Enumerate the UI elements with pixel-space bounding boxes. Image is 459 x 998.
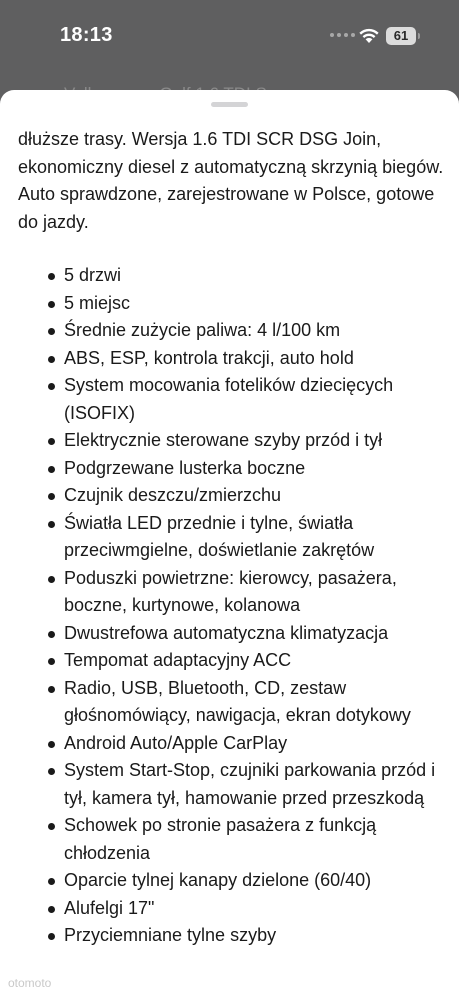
description-sheet[interactable] [0,90,459,998]
description-content [18,126,446,950]
feature-list-item: Dwustrefowa automatyczna klimatyzacja [18,620,446,648]
feature-list-item: Alufelgi 17" [18,895,446,923]
description-paragraph: dłuższe trasy. Wersja 1.6 TDI SCR DSG Join, ekonomiczny diesel z automatyczną skrzynią biegów. Auto sprawdzone, zarejestrowane w Polsce, gotowe do jazdy. [18,129,444,232]
feature-list-item: Czujnik deszczu/zmierzchu [18,482,446,510]
feature-list-item: Radio, USB, Bluetooth, CD, zestaw głośnomówiący, nawigacja, ekran dotykowy [18,675,446,730]
feature-list-item: Android Auto/Apple CarPlay [18,730,446,758]
feature-list-item: Przyciemniane tylne szyby [18,922,446,950]
watermark: otomoto [8,976,52,990]
feature-list-item: Oparcie tylnej kanapy dzielone (60/40) [18,867,446,895]
sheet-grabber-handle[interactable] [211,102,248,107]
feature-list-item: Elektrycznie sterowane szyby przód i tył [18,427,446,455]
battery-icon [386,27,416,45]
feature-list-item: Podgrzewane lusterka boczne [18,455,446,483]
status-bar [0,0,459,80]
feature-list-item: Schowek po stronie pasażera z funkcją chłodzenia [18,812,446,867]
feature-list-item: Poduszki powietrzne: kierowcy, pasażera, boczne, kurtynowe, kolanowa [18,565,446,620]
feature-list-item: Tempomat adaptacyjny ACC [18,647,446,675]
cellular-signal-icon [330,33,355,37]
feature-list-item: Światła LED przednie i tylne, światła przeciwmgielne, doświetlanie zakrętów [18,510,446,565]
feature-list-item: ABS, ESP, kontrola trakcji, auto hold [18,345,446,373]
features-list [18,262,446,950]
status-time: 18:13 [60,24,113,46]
feature-list-item: System mocowania fotelików dziecięcych (ISOFIX) [18,372,446,427]
feature-list-item: Średnie zużycie paliwa: 4 l/100 km [18,317,446,345]
wifi-icon [358,26,380,44]
feature-list-item: 5 drzwi [18,262,446,290]
feature-list-item: System Start-Stop, czujniki parkowania przód i tył, kamera tył, hamowanie przed przeszkodą [18,757,446,812]
battery-level: 61 [393,28,409,43]
feature-list-item: 5 miejsc [18,290,446,318]
